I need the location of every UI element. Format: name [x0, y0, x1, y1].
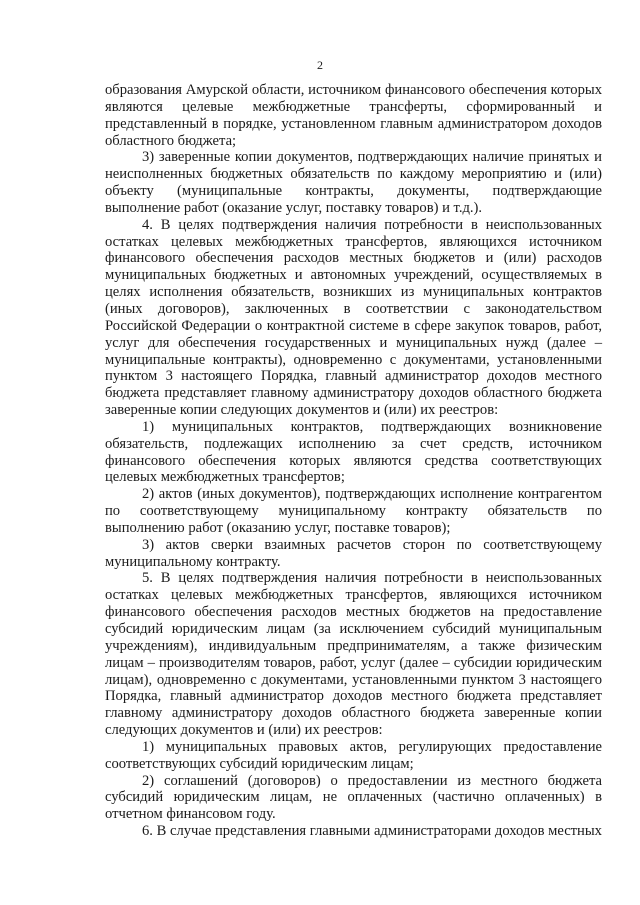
paragraph-section-4: 4. В целях подтверждения наличия потребности в неиспользованных остатках целевых межбюджетных трансфертов, являющихся источником финансового обеспечения расходов местных бюджетов и (или) расходов муниципальных бюджетных и автономных учреждений, осуществляемых в целях исполнения обязательств, возникших из муниципальных контрактов (иных договоров), заключенных в соответствии с законодательством Российской Федерации о контрактной системе в сфере закупок товаров, работ, услуг для обеспечения государственных и муниципальных нужд (далее – муниципальные контракты), одновременно с документами, установленными пунктом 3 настоящего Порядка, главный администратор доходов местного бюджета представляет главному администратору доходов областного бюджета заверенные копии следующих документов и (или) их реестров: — [105, 216, 602, 419]
paragraph-continuation: образования Амурской области, источником финансового обеспечения которых являются целевые межбюджетные трансферты, сформированный и представленный в порядке, установленном главным администратором доходов областного бюджета; — [105, 82, 602, 149]
paragraph-section-5-item-1: 1) муниципальных правовых актов, регулирующих предоставление соответствующих субсидий юридическим лицам; — [105, 738, 602, 772]
paragraph-section-4-item-2: 2) актов (иных документов), подтверждающих исполнение контрагентом по соответствующему муниципальному контракту обязательств по выполнению работ (оказанию услуг, поставке товаров); — [105, 486, 602, 536]
paragraph-item-3-certified-copies: 3) заверенные копии документов, подтверждающих наличие принятых и неисполненных бюджетных обязательств по каждому мероприятию и (или) объекту (муниципальные контракты, документы, подтверждающие выполнение работ (оказание услуг, поставку товаров) и т.д.). — [105, 149, 602, 216]
paragraph-section-4-item-3: 3) актов сверки взаимных расчетов сторон по соответствующему муниципальному контракту. — [105, 536, 602, 570]
paragraph-section-6: 6. В случае представления главными администраторами доходов местных — [142, 823, 602, 840]
paragraph-section-5-item-2: 2) соглашений (договоров) о предоставлении из местного бюджета субсидий юридическим лицам, не оплаченных (частично оплаченных) в отчетном финансовом году. — [105, 772, 602, 823]
document-body — [105, 82, 602, 840]
paragraph-section-4-item-1: 1) муниципальных контрактов, подтверждающих возникновение обязательств, подлежащих исполнению за счет средств, источником финансового обеспечения которых являются средства соответствующих целевых межбюджетных трансфертов; — [105, 418, 602, 486]
page-number: 2 — [317, 58, 323, 72]
paragraph-section-5: 5. В целях подтверждения наличия потребности в неиспользованных остатках целевых межбюджетных трансфертов, являющихся источником финансового обеспечения расходов местных бюджетов на предоставление субсидий юридическим лицам (за исключением субсидий муниципальным учреждениям), индивидуальным предпринимателям, а также физическим лицам – производителям товаров, работ, услуг (далее – субсидии юридическим лицам), одновременно с документами, установленными пунктом 3 настоящего Порядка, главный администратор доходов местного бюджета представляет главному администратору доходов областного бюджета заверенные копии следующих документов и (или) их реестров: — [105, 570, 602, 739]
